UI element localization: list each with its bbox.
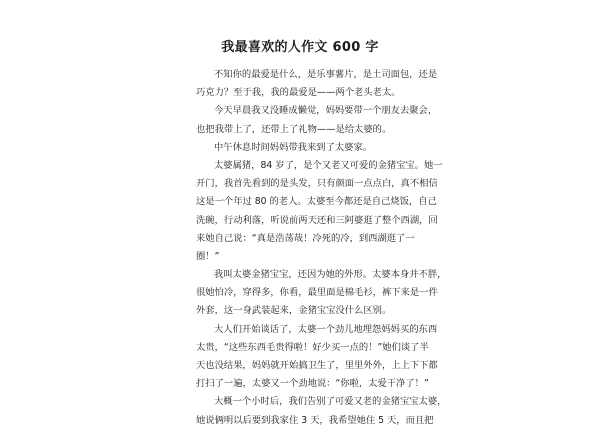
essay-line: 来她自己说：“真是浩荡哉！冷死的冷，到西湖逛了一 [196,232,415,244]
essay-line: 外套，这一身武装起来，金猪宝宝没什么区别。 [196,305,392,317]
essay-line: 太婆属猪，84 岁了，是个又老又可爱的金猪宝宝。她一 [214,159,443,171]
essay-line: 不知你的最爱是什么，是乐事薯片，是土司面包，还是 [214,69,438,80]
essay-body [196,66,447,430]
essay-line: 今天早晨我又没睡成懒觉，妈妈要带一个朋友去聚会， [214,105,438,117]
essay-line: 巧克力？至于我，我的最爱是——两个老头老太。 [196,87,401,99]
essay-line: 我叫太婆金猪宝宝，还因为她的外形。太婆本身并不胖， [214,269,447,281]
essay-line: 太贵，“这些东西毛贵得啦！好少买一点的！”她们谈了半 [196,341,429,353]
essay-line: 圈！” [196,250,220,262]
essay-line: 开门，我首先看到的是头发，只有颜面一点点白，真不相信 [196,178,438,190]
essay-line: 大概一个小时后，我们告别了可爱又老的金猪宝宝太婆， [214,396,447,408]
essay-line: 很她怕冷，穿得多，你看，最里面是棉毛衫，裤下来是一件 [196,287,438,299]
essay-title: 我最喜欢的人作文 600 字 [221,40,379,55]
essay-line: 也把我带上了，还带上了礼物——是给太婆的。 [196,123,392,135]
essay-line: 这是一个年过 80 的老人。太婆至今都还是自己烧饭，自己 [196,196,437,208]
essay-line: 她说俩明以后要到我家住 3 天，我希望她住 5 天，而且把 [196,414,434,426]
essay-line: 打扫了一遍，太婆又一个劲地说：“你啦，太爱干净了！” [196,378,429,390]
essay-line: 大人们开始谈话了，太婆一个劲儿地埋怨妈妈买的东西 [214,323,438,335]
essay-line: 中午休息时间妈妈带我来到了太婆家。 [214,141,373,153]
essay-line: 洗碗，行动利落，听说前两天还和三阿婆逛了整个西湖，回 [196,214,438,226]
essay-line: 天也没结果，妈妈就开始搞卫生了，里里外外，上上下下都 [196,360,438,371]
